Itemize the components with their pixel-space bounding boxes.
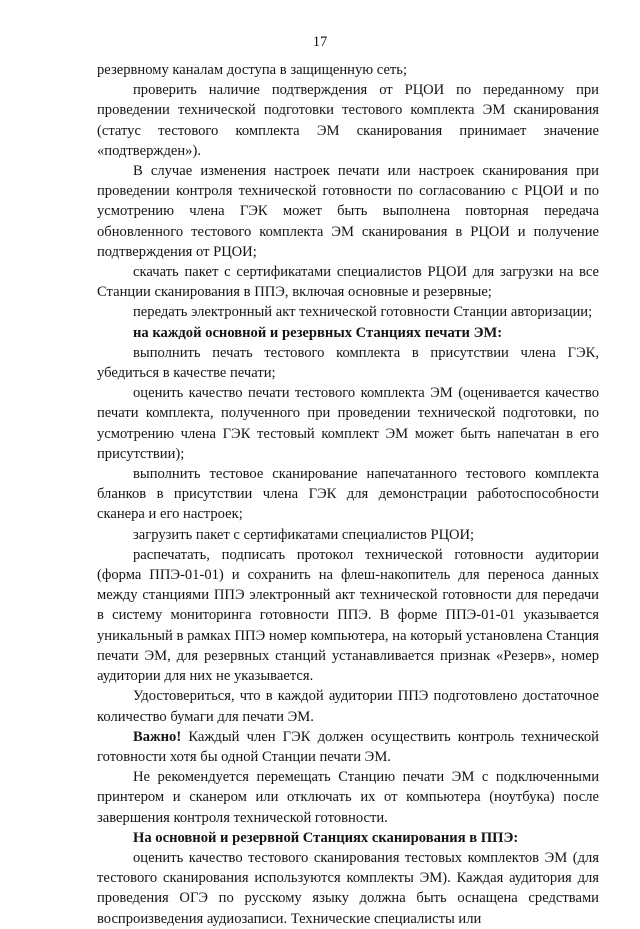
- paragraph: Удостовериться, что в каждой аудитории ППЭ подготовлено достаточное количество бумаги для печати ЭМ.: [97, 688, 599, 725]
- paragraph: проверить наличие подтверждения от РЦОИ по переданному при проведении технической подготовки тестового комплекта ЭМ сканирования (статус тестового комплекта ЭМ сканирования принимает значение «подтвержден»).: [97, 82, 599, 159]
- paragraph: выполнить тестовое сканирование напечатанного тестового комплекта бланков в присутствии члена ГЭК для демонстрации работоспособности сканера и его настроек;: [97, 466, 599, 523]
- section-heading: На основной и резервной Станциях сканирования в ППЭ:: [133, 829, 519, 846]
- section-heading: на каждой основной и резервных Станциях печати ЭМ:: [133, 324, 503, 341]
- important-label: Важно!: [133, 728, 182, 745]
- paragraph: скачать пакет с сертификатами специалистов РЦОИ для загрузки на все Станции сканирования в ППЭ, включая основные и резервные;: [97, 264, 599, 301]
- paragraph: загрузить пакет с сертификатами специалистов РЦОИ;: [133, 526, 475, 543]
- document-body: [97, 60, 599, 929]
- paragraph: распечатать, подписать протокол технической готовности аудитории (форма ППЭ-01-01) и сохранить на флеш-накопитель для переноса данных между станциями ППЭ электронный акт технической готовности для передачи в систему мониторинга готовности ППЭ. В форме ППЭ-01-01 указывается уникальный в рамках ППЭ номер компьютера, на который установлена Станция печати ЭМ, для резервных станций устанавливается признак «Резерв», номер аудитории для них не указывается.: [97, 546, 599, 685]
- paragraph: Не рекомендуется перемещать Станцию печати ЭМ с подключенными принтером и сканером или отключать их от компьютера (ноутбука) после завершения контроля технической готовности.: [97, 769, 599, 826]
- paragraph: передать электронный акт технической готовности Станции авторизации;: [133, 304, 593, 321]
- paragraph: оценить качество печати тестового комплекта ЭМ (оценивается качество печати комплекта, полученного при проведении технической подготовки, по усмотрению члена ГЭК тестовый комплект ЭМ может быть напечатан в его присутствии);: [97, 385, 599, 462]
- paragraph: резервному каналам доступа в защищенную сеть;: [97, 62, 408, 78]
- paragraph: оценить качество тестового сканирования тестовых комплектов ЭМ (для тестового сканирования используются комплекты ЭМ). Каждая аудитория для проведения ОГЭ по русскому языку должна быть оснащена средствами воспроизведения аудиозаписи. Технические специалисты или: [97, 849, 599, 927]
- important-text: Каждый член ГЭК должен осуществить контроль технической готовности хотя бы одной Станции печати ЭМ.: [97, 728, 599, 765]
- paragraph: В случае изменения настроек печати или настроек сканирования при проведении контроля технической готовности по согласованию с РЦОИ и по усмотрению члена ГЭК может быть выполнена повторная передача обновленного тестового комплекта ЭМ сканирования в РЦОИ и получение подтверждения от РЦОИ;: [97, 163, 599, 260]
- important-note: [97, 727, 599, 767]
- paragraph: выполнить печать тестового комплекта в присутствии члена ГЭК, убедиться в качестве печати;: [97, 344, 599, 382]
- page-number: 17: [312, 34, 328, 50]
